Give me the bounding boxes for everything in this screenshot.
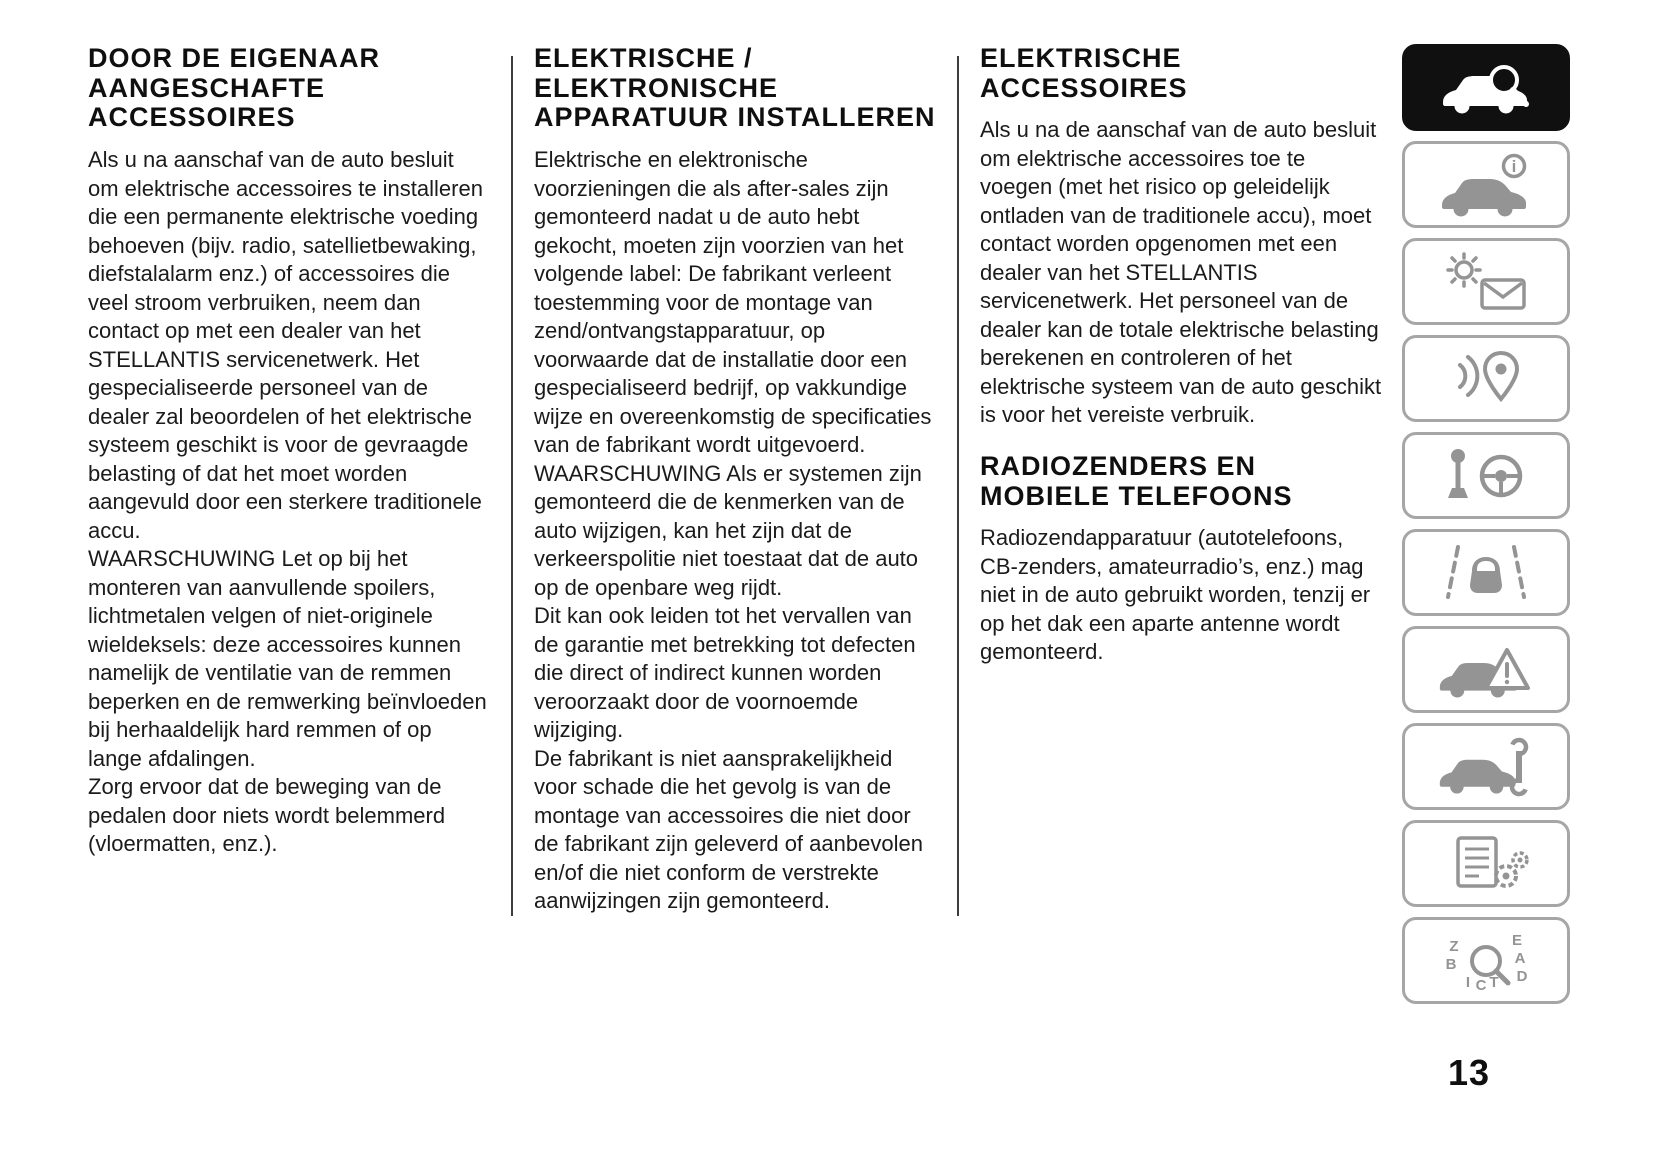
svg-text:i: i — [1511, 156, 1517, 176]
car-lane-icon — [1434, 541, 1538, 605]
section-electronic-equipment — [534, 44, 936, 916]
column-divider — [957, 56, 959, 916]
tab-alphabetical-index[interactable] — [1402, 917, 1570, 1004]
column-owner-purchased-accessories — [88, 44, 490, 916]
car-wrench-icon — [1434, 735, 1538, 799]
paragraph: De fabrikant is niet aansprakelijkheid voor schade die het gevolg is van de montage van accessoires die niet door de fabrikant zijn geleverd of aanbevolen en/of die niet conform de verstrekte aanwijzingen zijn gemonteerd. — [534, 745, 923, 914]
section-electric-accessories — [980, 44, 1382, 430]
tab-servicing-care[interactable] — [1402, 723, 1570, 810]
tab-warning-lights-messages[interactable] — [1402, 238, 1570, 325]
tab-starting-driving[interactable] — [1402, 432, 1570, 519]
car-info-icon — [1434, 153, 1538, 217]
gear-lever-steering-wheel-icon — [1434, 444, 1538, 508]
paragraph: Als u na aanschaf van de auto besluit om elektrische accessoires te installeren die een permanente elektrische voeding behoeven (bijv. radio, satellietbewaking, diefstalalarm enz.) of accessoires die veel stroom verbruiken, neem dan contact op met een dealer van het STELLANTIS servicenetwerk. Het gespecialiseerde personeel van de dealer zal beoordelen of het elektrische systeem geschikt is voor de gevraagde belasting of dat het moet worden aangevuld door een sterkere traditionele accu. — [88, 147, 483, 543]
paragraph: Radiozendapparatuur (autotelefoons, CB-zenders, amateurradio’s, enz.) mag niet in de auto gebruikt worden, tenzij er op het dak een aparte antenne wordt gemonteerd. — [980, 525, 1371, 665]
section-heading: ELEKTRISCHE / ELEKTRONISCHE APPARATUUR INSTALLEREN — [534, 43, 936, 133]
svg-text:I: I — [1465, 973, 1471, 991]
warning-light-envelope-icon — [1434, 250, 1538, 314]
tab-driver-assistance[interactable] — [1402, 529, 1570, 616]
svg-text:Z: Z — [1449, 937, 1459, 955]
document-gears-icon — [1434, 832, 1538, 896]
content-columns — [88, 44, 1382, 916]
svg-text:A: A — [1514, 949, 1526, 967]
paragraph: Als u na de aanschaf van de auto besluit om elektrische accessoires toe te voegen (met het risico op geleidelijk ontladen van de traditionele accu), moet contact worden opgenomen met een dealer van het STELLANTIS servicenetwerk. Het personeel van de dealer kan de totale elektrische belasting berekenen en controleren of het elektrische systeem van de auto geschikt is voor het vereiste verbruik. — [980, 117, 1382, 428]
column-divider — [511, 56, 513, 916]
section-heading: DOOR DE EIGENAAR AANGESCHAFTE ACCESSOIRES — [88, 43, 381, 133]
column-electric-accessories — [980, 44, 1382, 916]
column-electronic-equipment-install — [534, 44, 936, 916]
svg-text:B: B — [1445, 955, 1457, 973]
section-heading: RADIOZENDERS EN MOBIELE TELEFOONS — [980, 450, 1293, 511]
svg-text:D: D — [1516, 967, 1528, 985]
chapter-tab-strip — [1402, 44, 1570, 1004]
svg-text:C: C — [1475, 976, 1487, 993]
section-heading: ELEKTRISCHE ACCESSOIRES — [980, 43, 1188, 103]
page-number: 13 — [1448, 1052, 1491, 1093]
alphabetical-index-icon — [1434, 929, 1538, 993]
tab-vehicle-knowledge[interactable] — [1402, 44, 1570, 131]
section-owner-accessories — [88, 44, 490, 859]
paragraph: Dit kan ook leiden tot het vervallen van de garantie met betrekking tot defecten die direct of indirect kunnen worden veroorzaakt door de voornoemde wijziging. — [534, 603, 916, 743]
paragraph: WAARSCHUWING Let op bij het monteren van aanvullende spoilers, lichtmetalen velgen of niet-originele wieldeksels: deze accessoires kunnen namelijk de ventilatie van de remmen beperken en de remwerking beïnvloeden bij herhaaldelijk hard remmen of op lange afdalingen. — [88, 546, 487, 771]
tab-in-emergency[interactable] — [1402, 626, 1570, 713]
paragraph: Zorg ervoor dat de beweging van de pedalen door niets wordt belemmerd (vloermatten, enz.). — [88, 774, 446, 857]
svg-text:E: E — [1511, 931, 1523, 949]
car-warning-triangle-icon — [1434, 638, 1538, 702]
tab-technical-data[interactable] — [1402, 820, 1570, 907]
section-radio-transmitters — [980, 452, 1382, 667]
location-sound-icon — [1434, 347, 1538, 411]
tab-multimedia[interactable] — [1402, 335, 1570, 422]
car-magnifier-icon — [1434, 56, 1538, 120]
paragraph: Elektrische en elektronische voorzieningen die als after-sales zijn gemonteerd nadat u de auto hebt gekocht, moeten zijn voorzien van het volgende label: De fabrikant verleent toestemming voor de montage van zend/ontvangstapparatuur, op voorwaarde dat de installatie door een gespecialiseerd bedrijf, op vakkundige wijze en overeenkomstig de specificaties van de fabrikant wordt uitgevoerd. — [534, 147, 932, 458]
paragraph: WAARSCHUWING Als er systemen zijn gemonteerd die de kenmerken van de auto wijzigen, kan het zijn dat de verkeerspolitie niet toestaat dat de auto op de openbare weg rijdt. — [534, 460, 922, 600]
tab-instrument-panel[interactable] — [1402, 141, 1570, 228]
svg-text:T: T — [1489, 973, 1499, 991]
